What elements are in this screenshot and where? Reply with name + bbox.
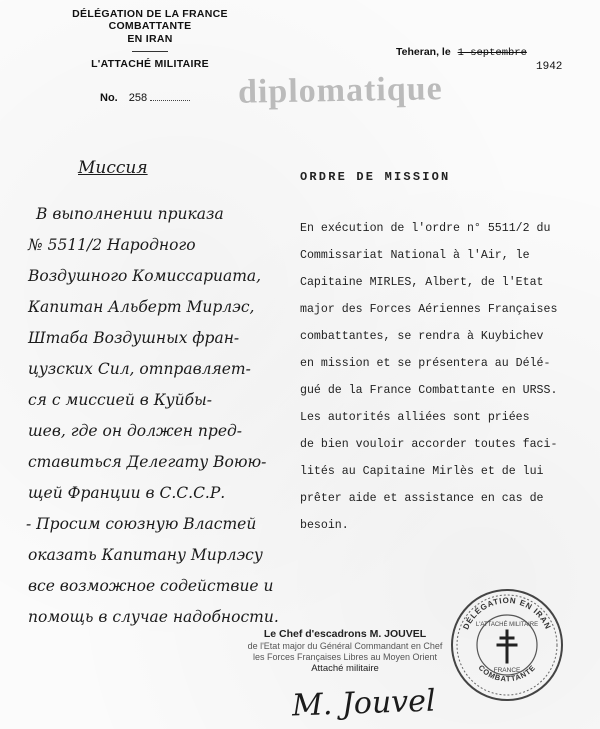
letterhead-rule [132,51,168,52]
letterhead-line-1: DÉLÉGATION DE LA FRANCE COMBATTANTE [72,8,228,32]
russian-line: ставиться Делегату Воюю- [28,453,267,471]
diplomatique-stamp: diplomatique [237,70,444,111]
signature-line-2: de l'Etat major du Général Commandant en Chef [247,641,443,651]
cross-of-lorraine-icon [498,631,516,662]
number-value: 258 [128,92,148,104]
russian-line: цузских Сил, отправляет- [28,360,251,378]
french-line: Capitaine MIRLES, Albert, de l'Etat [300,276,544,289]
date-place: Teheran, le [396,46,451,58]
french-line: de bien vouloir accorder toutes faci- [300,438,558,451]
french-title: ORDRE DE MISSION [300,170,451,184]
russian-line: оказать Капитану Мирлэсу [28,546,263,564]
letterhead [30,8,270,70]
signature-line-1: Le Chef d'escadrons M. JOUVEL [263,628,427,640]
russian-line: щей Франции в С.С.С.Р. [28,484,226,502]
seal-side-right: L'ATTACHÉ MILITAIRE [475,622,539,628]
seal-side-left: FRANCE [493,667,521,674]
russian-line: Штаба Воздушных фран- [28,329,240,347]
seal-top-text: DÉLÉGATION EN IRAN [461,595,553,631]
russian-line: В выполнении приказа [36,205,224,223]
signature-line-3: les Forces Françaises Libres au Moyen Orient [252,652,438,662]
russian-line: ся с миссией в Куйбы- [28,391,212,409]
russian-line: шев, где он должен пред- [28,422,243,440]
french-line: combattantes, se rendra à Kuybichev [300,330,544,343]
reference-number [100,92,190,104]
french-line: prêter aide et assistance en cas de [300,492,544,505]
russian-line: Капитан Альберт Мирлэс, [28,298,255,316]
russian-line: - Просим союзную Властей [26,515,257,533]
french-line: lités au Capitaine Mirlès et de lui [300,465,544,478]
seal-bottom-text: COMBATTANTE [476,663,538,684]
signature-block [222,628,468,674]
french-line: en mission et se présentera au Délé- [300,357,551,370]
official-seal-icon [448,586,566,704]
date-line [396,46,527,59]
handwritten-signature: M. Jouvel [291,683,437,724]
french-line: En exécution de l'ordre n° 5511/2 du [300,222,551,235]
date-day: 1 septembre [457,47,527,59]
russian-title: Миссия [78,158,148,178]
signature-line-4: Attaché militaire [311,663,379,674]
russian-line: все возможное содействие и [28,577,274,595]
russian-line: Воздушного Комиссариата, [28,267,262,285]
date-year: 1942 [536,61,563,73]
number-label: No. [100,92,118,104]
letterhead-line-2: EN IRAN [127,33,173,45]
french-line: major des Forces Aériennes Françaises [300,303,558,316]
russian-line: № 5511/2 Народного [28,236,196,254]
letterhead-line-3: L'ATTACHÉ MILITAIRE [91,58,209,70]
russian-line: помощь в случае надобности. [28,608,279,626]
french-line: Commissariat National à l'Air, le [300,249,530,262]
french-line: Les autorités alliées sont priées [300,411,530,424]
french-line: gué de la France Combattante en URSS. [300,384,558,397]
french-line: besoin. [300,519,349,532]
